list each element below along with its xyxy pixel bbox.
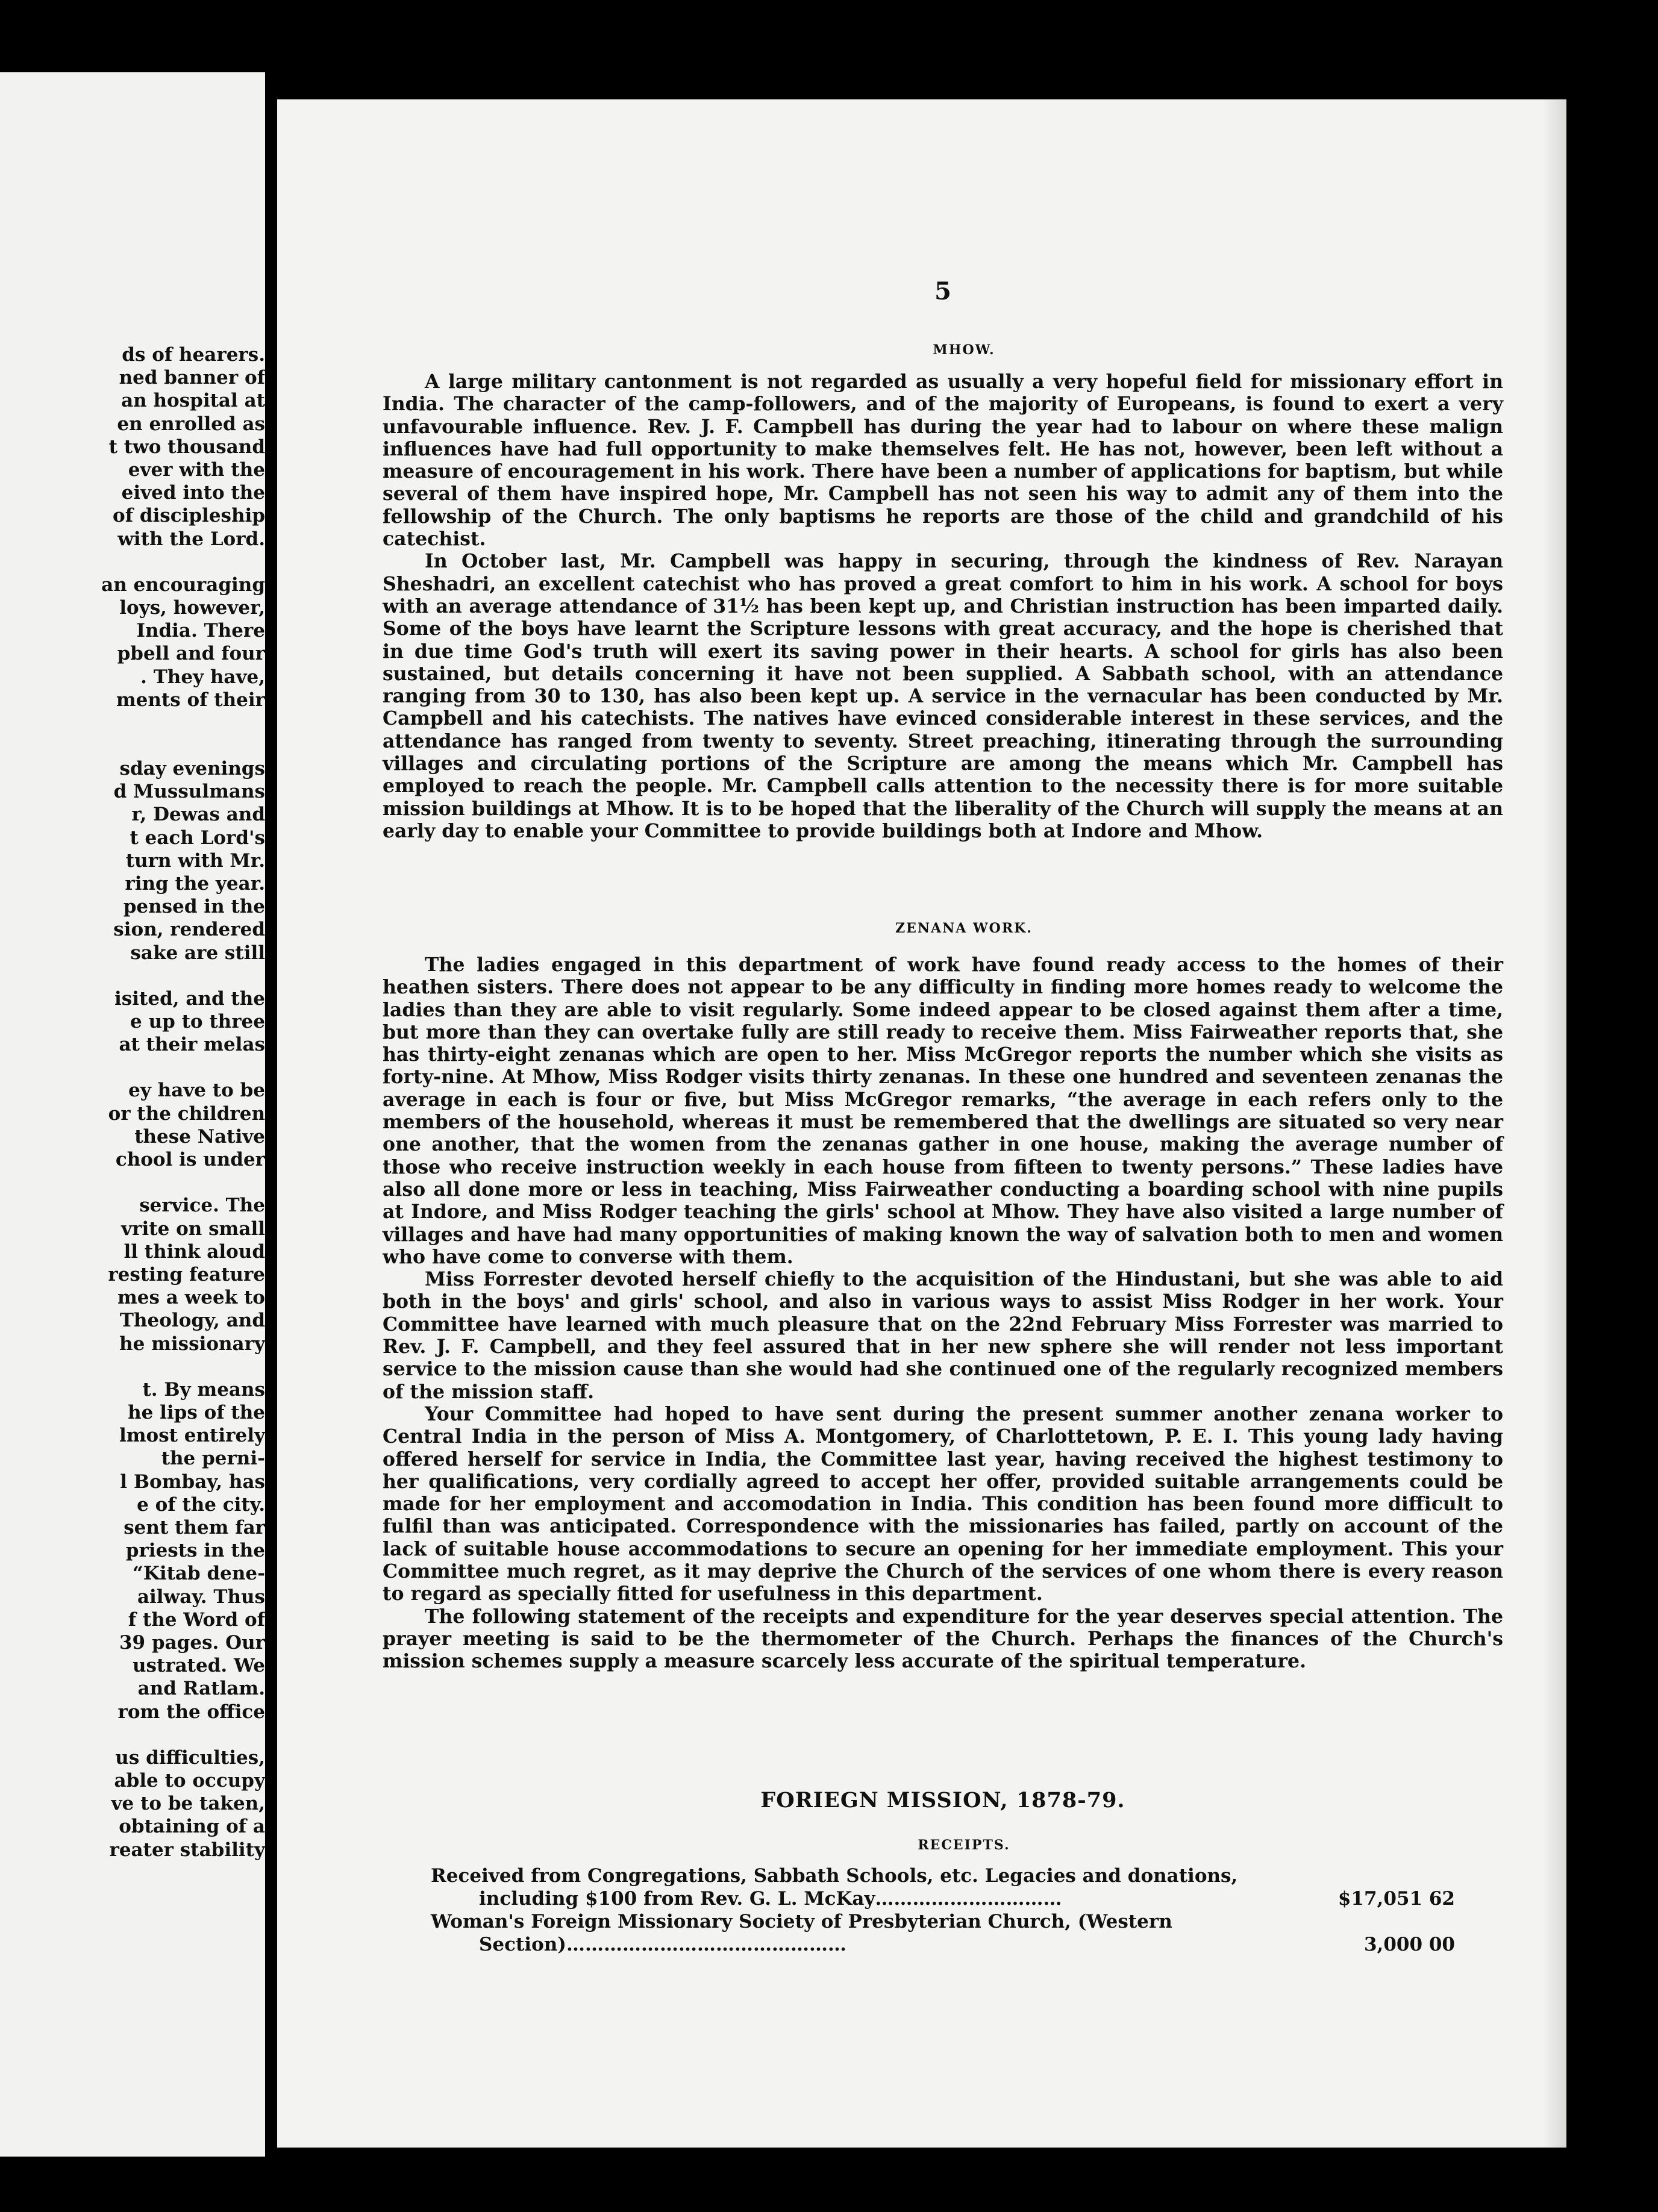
left-page-line: or the children [108,1102,265,1125]
left-page-line: the perni- [161,1448,265,1470]
left-page-line: he missionary [119,1333,265,1355]
receipt-row [431,1864,1455,1910]
left-page-line: loys, however, [119,597,265,619]
left-page-line: ey have to be [128,1079,265,1102]
paragraph: Miss Forrester devoted herself chiefly to the acquisition of the Hindustani, but she was able to aid both in the boys' and girls' school, and also in various ways to assist Miss Rodger in her work. Your Committee have learned with much pleasure that on the 22nd February Miss Forrester was married to Rev. J. F. Campbell, and they feel assured that in her new sphere she will render not less important service to the mission cause than she would had she continued one of the regularly recognized members of the mission staff. [383,1268,1503,1403]
left-page-line: priests in the [125,1540,265,1562]
left-page-line: sent them far [124,1516,265,1539]
left-page-line: ve to be taken, [111,1793,265,1815]
left-page-line [0,964,265,987]
left-page-line: resting feature [108,1263,265,1286]
left-page-line [0,551,265,573]
left-page-line: rom the office [117,1701,265,1723]
left-page-line: isited, and the [114,987,265,1010]
left-page-line: “Kitab dene- [133,1563,265,1585]
paragraph: Your Committee had hoped to have sent during the present summer another zenana worker to Central India in the person of Miss A. Montgomery, of Charlottetown, P. E. I. This young lady having offered herself for service in India, the Committee last year, having received the highest testimony to her qualifications, very cordially agreed to accept her offer, provided suitable arrangements could be made for her employment and accomodation in India. This condition has been found more difficult to fulfil than was anticipated. Correspondence with the missionaries has failed, partly on account of the lack of suitable house accommodations to secure an opening for her immediate employment. This your Committee much regret, as it may deprive the Church of the services of one whom there is every reason to regard as specially fitted for usefulness in this department. [383,1402,1503,1605]
left-page-line: r, Dewas and [131,804,265,826]
left-page-line: able to occupy [114,1769,265,1792]
paragraph: In October last, Mr. Campbell was happy in securing, through the kindness of Rev. Narayan Sheshadri, an excellent catechist who has proved a great comfort to him in his work. A school for boys with an average attendance of 31½ has been kept up, and Christian instruction has been imparted daily. Some of the boys have learnt the Scripture lessons with great accuracy, and the hope is cherished that in due time God's truth will exert its saving power in their hearts. A school for girls has also been sustained, but details concerning it have not been supplied. A Sabbath school, with an attendance ranging from 30 to 130, has also been kept up. A service in the vernacular has been conducted by Mr. Campbell and his catechists. The natives have evinced considerable interest in these services, and the attendance has ranged from twenty to seventy. Street preaching, itinerating through the surrounding villages and circulating portions of the Scripture are among the means which Mr. Campbell has employed to reach the people. Mr. Campbell calls attention to the necessity there is for more suitable mission buildings at Mhow. It is to be hoped that the liberality of the Church will supply the means at an early day to enable your Committee to provide buildings both at Indore and Mhow. [383,550,1503,842]
left-page-line: with the Lord. [117,528,265,550]
left-page-line: obtaining of a [119,1816,265,1838]
left-page-line: t. By means [142,1378,265,1401]
zenana-section [383,954,1503,1673]
left-page-line: e up to three [130,1011,265,1033]
receipt-line: Section)……………………………………… [479,1934,846,1955]
receipt-amount: 3,000 00 [1363,1934,1455,1955]
left-page-line [0,1355,265,1378]
left-page-line: chool is under [115,1149,265,1171]
left-page-line: ring the year. [125,873,265,895]
paragraph: The following statement of the receipts and expenditure for the year deserves special attention. The prayer meeting is said to be the thermometer of the Church. Perhaps the finances of the Church's mission schemes supply a measure scarcely less accurate of the spiritual temperature. [383,1605,1503,1673]
left-page-line: sake are still [130,942,265,964]
left-page-line: en enrolled as [117,413,265,435]
receipt-amount: $17,051 62 [1337,1888,1455,1910]
left-page-line: ever with the [128,459,265,481]
left-page-line: at their melas [119,1034,265,1056]
left-page-line: Theology, and [119,1310,265,1332]
page-number: 5 [934,277,951,305]
left-page-line: lmost entirely [119,1425,265,1447]
left-page-line: an encouraging [101,573,265,596]
left-page-line: sion, rendered [113,919,265,941]
mission-title: FORIEGN MISSION, 1878-79. [760,1788,1125,1813]
left-page-line: vrite on small [121,1217,265,1240]
receipts-list [431,1864,1455,1956]
left-page-line: these Native [134,1125,265,1148]
mhow-section [383,370,1503,842]
left-page-line: India. There [136,620,265,642]
receipt-line: Woman's Foreign Missionary Society of Presbyterian Church, (Western [431,1911,1172,1932]
left-page-line: he lips of the [128,1401,265,1423]
left-page-line: ned banner of [119,367,265,389]
left-page-line: d Mussulmans [113,781,265,803]
left-page-line: turn with Mr. [125,849,265,872]
left-page-line: us difficulties, [115,1746,265,1769]
left-page-line: ailway. Thus [137,1586,265,1608]
left-page-line: an hospital at [121,390,265,412]
left-page-line: eived into the [121,482,265,504]
section-heading-mhow: MHOW. [933,342,995,358]
left-page-text [0,343,265,1861]
page-edge-shadow [1542,99,1566,2148]
left-page-line: t each Lord's [130,826,265,849]
receipt-row [431,1910,1455,1956]
left-page-line [0,1723,265,1746]
left-page-line: e of the city. [137,1493,265,1516]
left-page-line: 39 pages. Our [119,1631,265,1654]
left-page-line: sday evenings [119,758,265,780]
left-page-fragment [0,72,265,2157]
receipt-line: including $100 from Rev. G. L. McKay………………………… [479,1888,1062,1910]
left-page-line: reater stability [109,1839,265,1861]
right-page [277,99,1566,2148]
paragraph: The ladies engaged in this department of work have found ready access to the homes of their heathen sisters. There does not appear to be any difficulty in finding more homes ready to welcome the ladies than they are able to visit regularly. Some indeed appear to be closed against them after a time, but more than they can overtake fully are still ready to receive them. Miss Fairweather reports that, she has thirty-eight zenanas which are open to her. Miss McGregor reports the number which she visits as forty-nine. At Mhow, Miss Rodger visits thirty zenanas. In these one hundred and seventeen zenanas the average in each is four or five, but Miss McGregor remarks, “the average in each refers only to the members of the household, whereas it must be remembered that the dwellings are situated so very near one another, that the women from the zenanas gather in one house, making the average number of those who receive instruction weekly in each house from fifteen to twenty persons.” These ladies have also all done more or less in teaching, Miss Fairweather conducting a boarding school with nine pupils at Indore, and Miss Rodger teaching the girls' school at Mhow. They have also visited a large number of villages and have had many opportunities of making known the way of salvation both to men and women who have come to converse with them. [383,954,1503,1268]
left-page-line: t two thousand [108,436,265,458]
left-page-line [0,734,265,757]
left-page-line: ments of their [116,689,265,711]
receipt-line: Received from Congregations, Sabbath Schools, etc. Legacies and donations, [431,1865,1238,1887]
left-page-line [0,1056,265,1079]
left-page-line: pbell and four [117,643,265,665]
left-page-line: mes a week to [117,1287,265,1309]
left-page-line: f the Word of [128,1608,265,1631]
receipts-heading: RECEIPTS. [918,1837,1010,1853]
left-page-line: . They have, [140,666,265,688]
section-heading-zenana: ZENANA WORK. [895,920,1033,936]
left-page-line: ds of hearers. [122,344,265,366]
left-page-line: ustrated. We [132,1655,265,1677]
left-page-line: pensed in the [123,896,265,918]
left-page-line: and Ratlam. [137,1678,265,1700]
left-page-line: service. The [139,1195,265,1217]
left-page-line: of discipleship [113,505,265,527]
left-page-line [0,1171,265,1194]
left-page-line [0,711,265,734]
left-page-line: l Bombay, has [120,1470,265,1493]
left-page-line: ll think aloud [124,1240,265,1263]
paragraph: A large military cantonment is not regarded as usually a very hopeful field for missionary effort in India. The character of the camp-followers, and of the majority of Europeans, is found to exert a very unfavourable influence. Rev. J. F. Campbell has during the year had to labour on where these malign influences have had full opportunity to make themselves felt. He has not, however, been left without a measure of encouragement in his work. There have been a number of applications for baptism, but while several of them have inspired hope, Mr. Campbell has not seen his way to admit any of them into the fellowship of the Church. The only baptisms he reports are those of the child and grandchild of his catechist. [383,370,1503,551]
